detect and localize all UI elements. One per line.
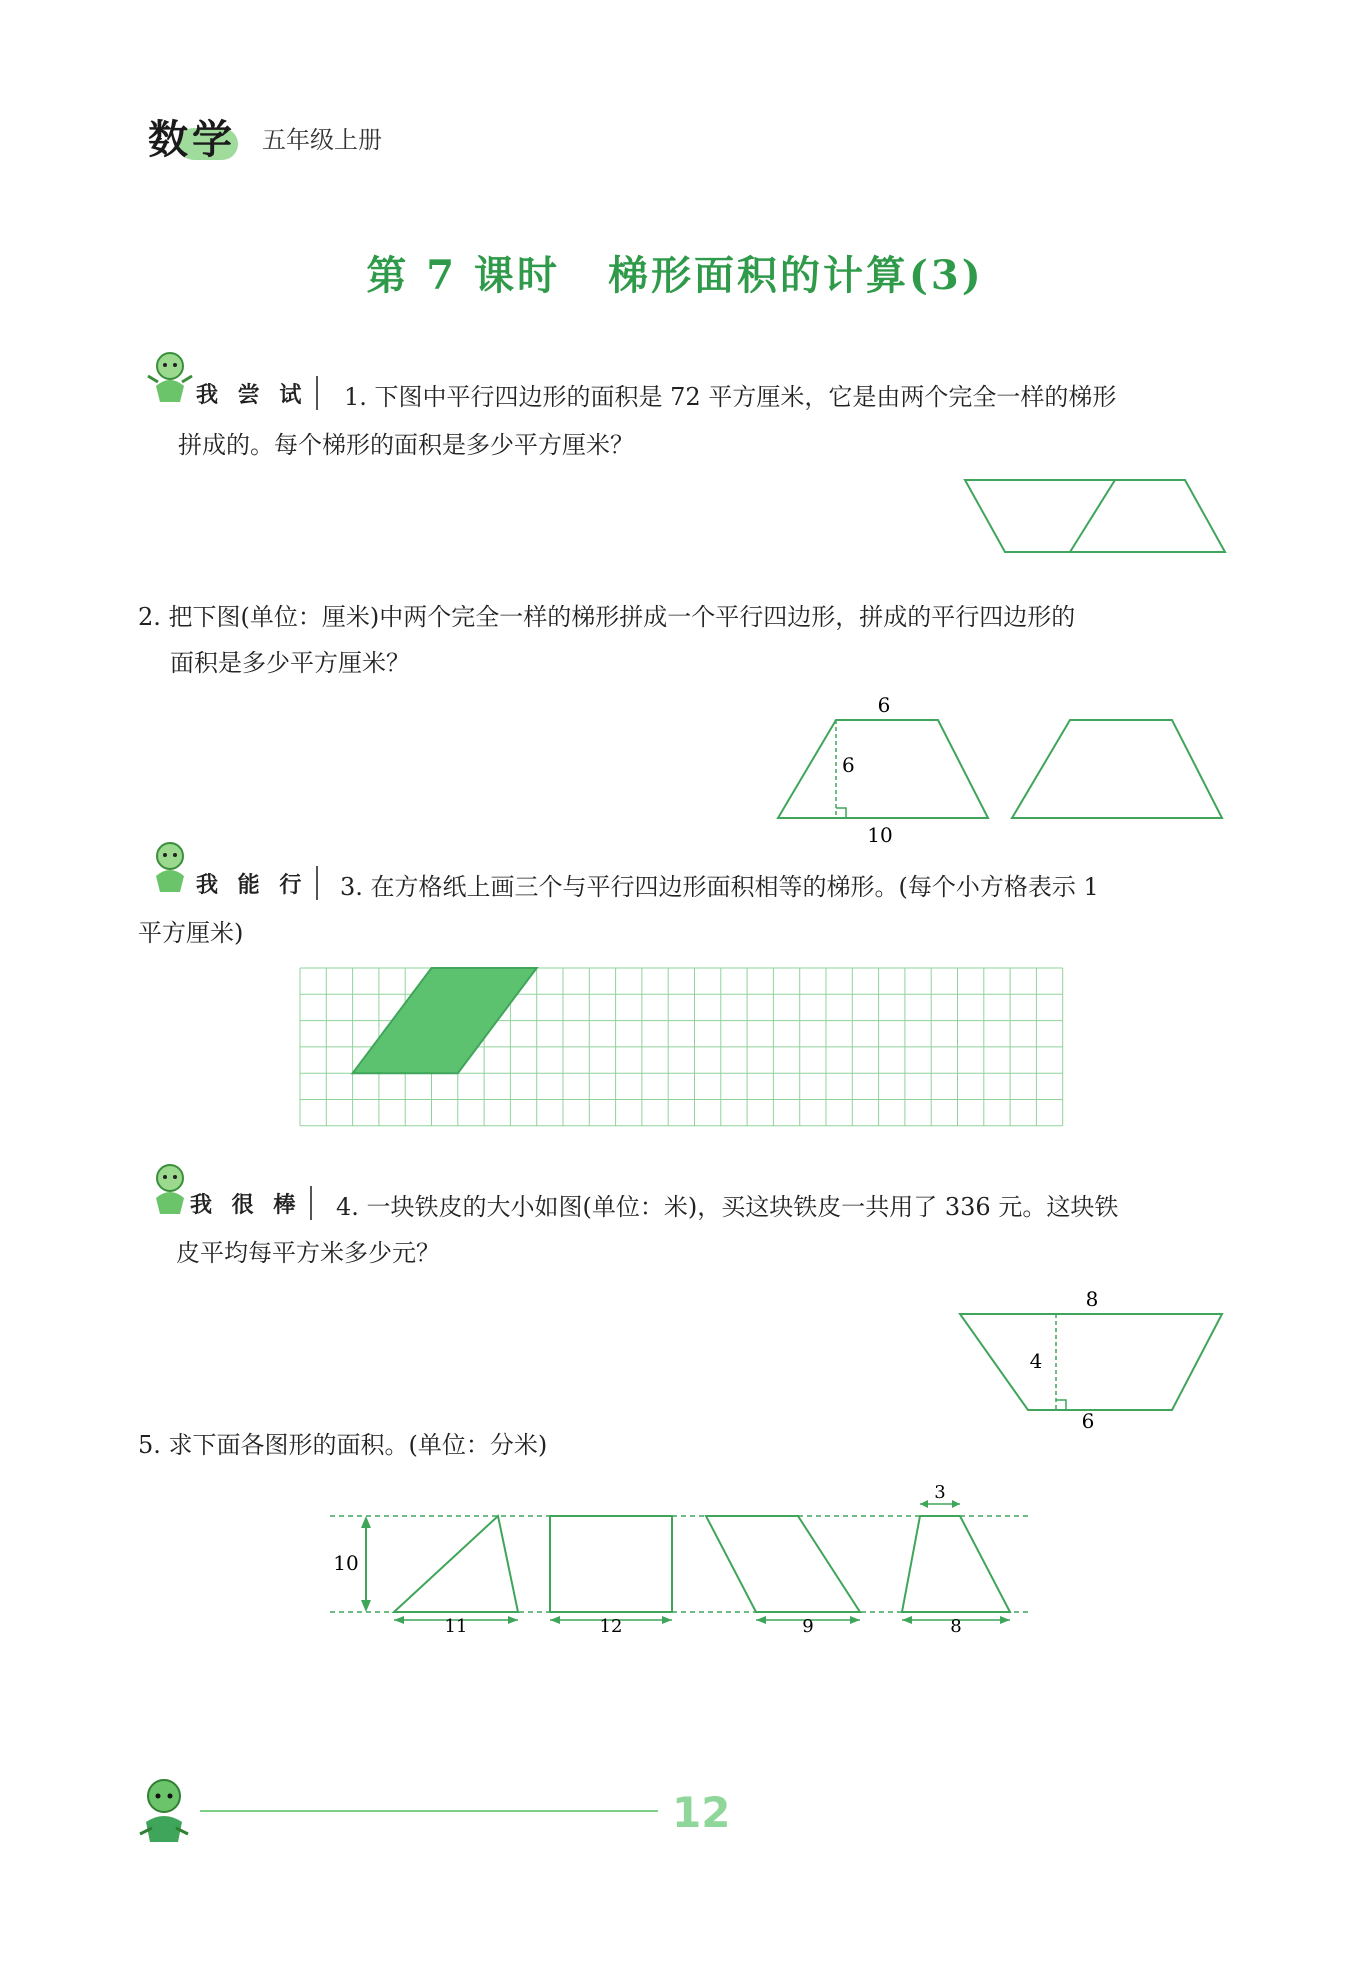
question-4-line2: 皮平均每平方米多少元？ [176,1239,440,1267]
q2-trapezoid-figures [770,690,1230,850]
q4-bottom-label: 6 [1081,1409,1095,1433]
q5-triangle-base-label: 11 [444,1616,468,1637]
page-number: 12 [672,1788,731,1837]
q4-trapezoid-figure [950,1284,1230,1434]
q4-height-label: 4 [1029,1349,1043,1373]
lesson-title [0,244,1350,301]
q5-rect-base-label: 12 [599,1616,623,1637]
footer-line [200,1810,658,1812]
question-3-line1: 3. 在方格纸上画三个与平行四边形面积相等的梯形。(每个小方格表示 1 [340,873,1099,901]
q5-trap-bottom-label: 8 [950,1616,962,1637]
question-4-line1: 4. 一块铁皮的大小如图(单位：米)，买这块铁皮一共用了 336 元。这块铁 [336,1193,1119,1221]
q2-height-label: 6 [842,753,855,777]
q5-para-base-label: 9 [802,1616,814,1637]
question-1-line1: 1. 下图中平行四边形的面积是 72 平方厘米，它是由两个完全一样的梯形 [344,383,1117,411]
q3-square-grid[interactable] [298,966,1064,1128]
question-2-line1: 2. 把下图(单位：厘米)中两个完全一样的梯形拼成一个平行四边形，拼成的平行四边形的 [138,603,1076,631]
mascot-icon [140,346,200,406]
lesson-name: 梯形面积的计算(3) [608,252,984,299]
q5-trap-top-label: 3 [934,1482,946,1503]
question-5-line1: 5. 求下面各图形的面积。(单位：分米) [138,1431,548,1459]
tag-divider [316,866,318,900]
q5-height-label: 10 [333,1551,359,1575]
q1-parallelogram-figure [960,472,1230,556]
question-2-line2: 面积是多少平方厘米？ [170,649,410,677]
tag-divider [310,1186,312,1220]
question-1-line2: 拼成的。每个梯形的面积是多少平方厘米？ [178,431,634,459]
subject-title: 数学 [148,117,236,163]
q2-top-label: 6 [877,693,891,717]
q2-bottom-label: 10 [867,823,893,847]
tag-divider [316,376,318,410]
section-tag-can: 我 能 行 [196,873,308,898]
q5-figures [330,1470,1040,1640]
mascot-icon [140,836,200,896]
q4-top-label: 8 [1085,1287,1099,1311]
question-3-line2: 平方厘米) [138,919,244,947]
footer-mascot-icon [132,1774,200,1846]
section-tag-great: 我 很 棒 [190,1193,302,1218]
grade-label: 五年级上册 [262,126,382,154]
section-tag-try: 我 尝 试 [196,383,308,408]
lesson-number: 第 7 课时 [366,252,560,299]
